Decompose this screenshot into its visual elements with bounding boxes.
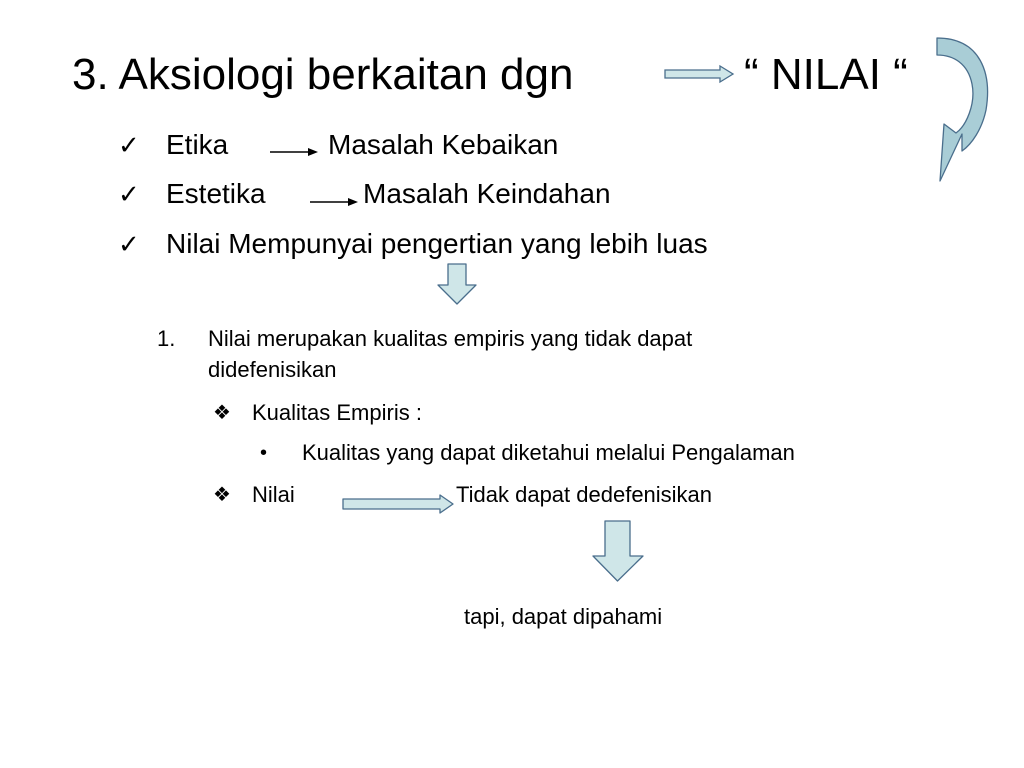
round-bullet-icon: • xyxy=(260,442,268,464)
check-icon: ✓ xyxy=(118,130,140,160)
list-number: 1. xyxy=(157,326,176,351)
sub-item-definition: Kualitas yang dapat diketahui melalui Pengalaman xyxy=(302,440,795,465)
sub-item-kualitas-empiris: Kualitas Empiris : xyxy=(252,400,422,425)
curved-arrow-icon xyxy=(936,60,996,184)
bullet-estetika-meaning: Masalah Keindahan xyxy=(363,178,611,209)
bullet-etika-meaning: Masalah Kebaikan xyxy=(328,129,559,160)
arrow-right-icon xyxy=(310,197,360,207)
sub-item-nilai-meaning: Tidak dapat dedefenisikan xyxy=(456,482,713,507)
slide-title-prefix: 3. Aksiologi berkaitan dgn xyxy=(72,50,574,99)
bullet-etika-label: Etika xyxy=(166,129,229,160)
arrow-right-icon xyxy=(342,494,454,514)
diamond-bullet-icon: ❖ xyxy=(213,484,231,506)
conclusion-text: tapi, dapat dipahami xyxy=(464,604,663,629)
bullet-estetika-label: Estetika xyxy=(166,178,266,209)
arrow-down-icon xyxy=(592,520,644,582)
title-arrow-right-icon xyxy=(664,66,734,82)
diamond-bullet-icon: ❖ xyxy=(213,402,231,424)
sub-item-nilai-label: Nilai xyxy=(252,482,295,507)
arrow-right-icon xyxy=(270,147,320,157)
numbered-item-line1: Nilai merupakan kualitas empiris yang tidak dapat xyxy=(208,326,693,351)
arrow-down-icon xyxy=(437,263,477,305)
bullet-nilai-text: Nilai Mempunyai pengertian yang lebih luas xyxy=(166,228,708,259)
numbered-item-line2: didefenisikan xyxy=(208,357,337,382)
check-icon: ✓ xyxy=(118,179,140,209)
slide-title-suffix: “ NILAI “ xyxy=(744,50,908,99)
check-icon: ✓ xyxy=(118,229,140,259)
